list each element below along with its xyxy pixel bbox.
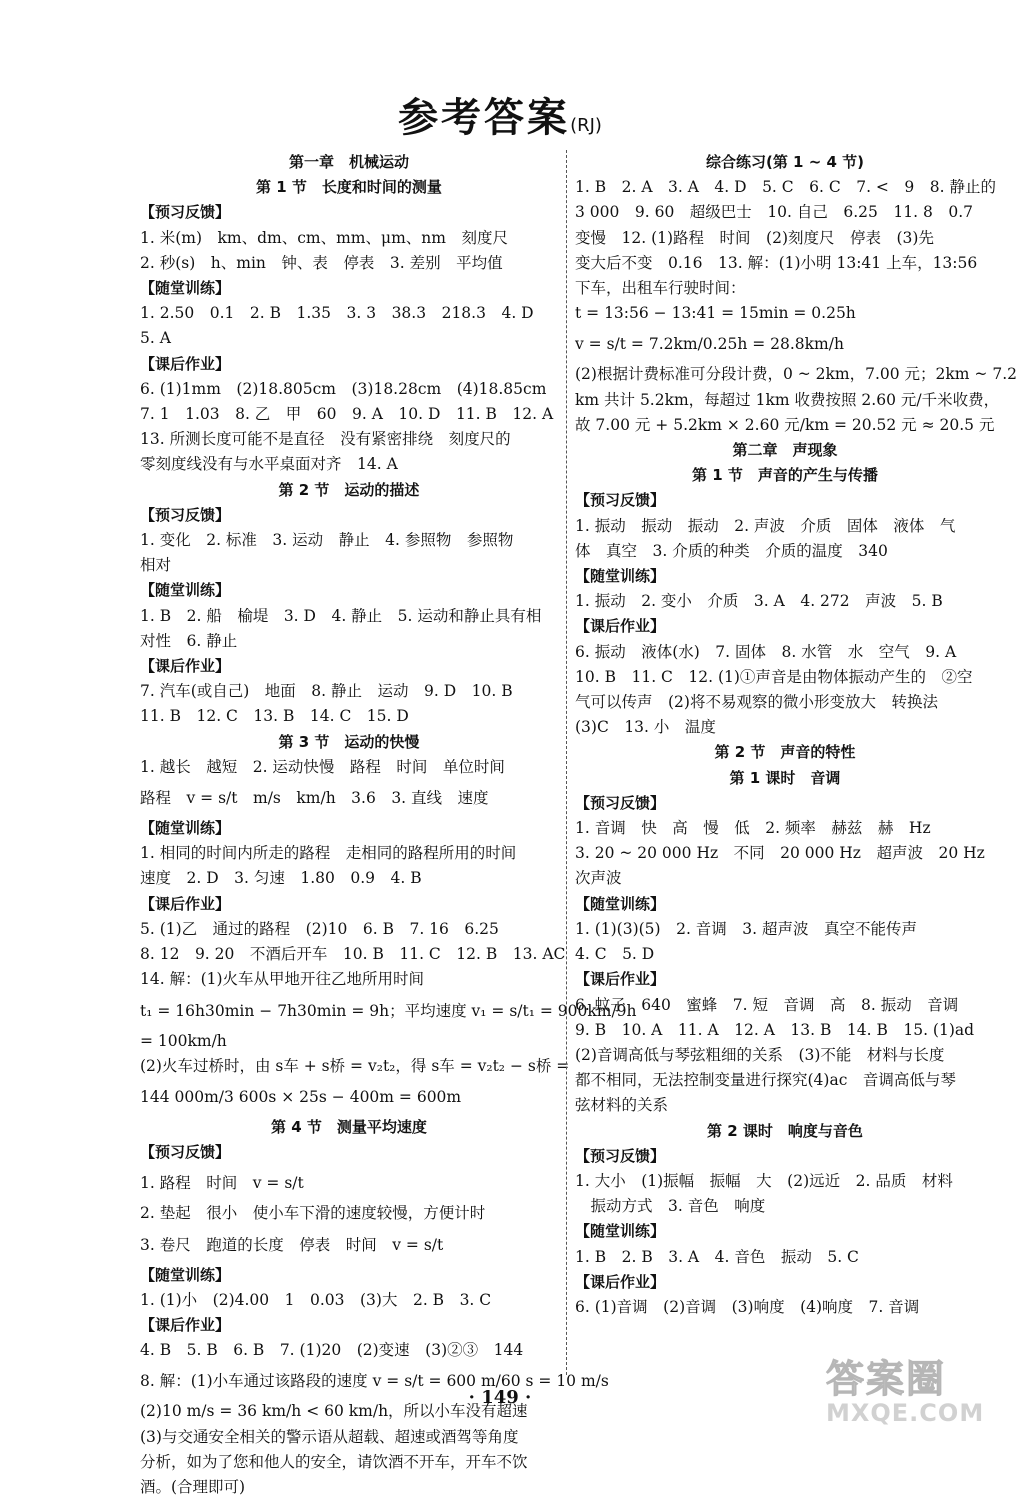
answer-line: 9. B 10. A 11. A 12. A 13. B 14. B 15. (1)ad	[575, 1020, 975, 1039]
section-label: 【随堂训练】	[575, 567, 666, 586]
section-label: 【课后作业】	[140, 657, 231, 676]
answer-line: 零刻度线没有与水平桌面对齐 14. A	[140, 455, 398, 474]
section-label: 【课后作业】	[575, 617, 666, 636]
section-heading: 第 4 节 测量平均速度	[271, 1117, 427, 1136]
section-label: 【课后作业】	[140, 1315, 231, 1334]
answer-line: 8. 12 9. 20 不酒后开车 10. B 11. C 12. B 13. AC	[140, 945, 566, 964]
answer-line: 10. B 11. C 12. (1)①声音是由物体振动产生的 ②空	[575, 667, 973, 686]
answer-line: 4. B 5. B 6. B 7. (1)20 (2)变速 (3)②③ 144	[140, 1341, 524, 1360]
answer-line: 6. 振动 液体(水) 7. 固体 8. 水管 水 空气 9. A	[575, 642, 957, 661]
section-heading: 综合练习(第 1 ~ 4 节)	[705, 153, 865, 171]
answer-line: 下车，出租车行驶时间：	[575, 279, 746, 298]
section-label: 【随堂训练】	[140, 1265, 231, 1284]
answer-line: 1. 振动 2. 变小 介质 3. A 4. 272 声波 5. B	[575, 592, 943, 611]
answer-line: (3)C 13. 小 温度	[575, 718, 716, 737]
answer-line: 1. (1)小 (2)4.00 1 0.03 (3)大 2. B 3. C	[140, 1290, 492, 1309]
watermark-logo	[826, 1348, 985, 1438]
answer-line: 体 真空 3. 介质的种类 介质的温度 340	[575, 541, 888, 560]
section-label: 【随堂训练】	[140, 819, 231, 838]
answer-line: 7. 1 1.03 8. 乙 甲 60 9. A 10. D 11. B 12. A	[140, 405, 554, 424]
watermark-text-cn: 答案圈	[826, 1357, 947, 1401]
section-heading: 第二章 声现象	[732, 441, 838, 460]
answer-line: 11. B 12. C 13. B 14. C 15. D	[140, 707, 409, 726]
section-heading: 第 1 课时 音调	[729, 768, 841, 787]
formula-line: 路程 v = s/t m/s km/h 3.6 3. 直线 速度	[140, 789, 489, 808]
answer-line: 3. 20 ~ 20 000 Hz 不同 20 000 Hz 超声波 20 Hz	[575, 844, 985, 863]
section-heading: 第 2 课时 响度与音色	[707, 1121, 863, 1140]
answer-line: 2. 垫起 很小 使小车下滑的速度较慢，方便计时	[140, 1204, 486, 1223]
page-title-text: 参考答案	[398, 95, 571, 141]
answer-line: (2)音调高低与琴弦粗细的关系 (3)不能 材料与长度	[575, 1045, 945, 1064]
answer-line: 1. 音调 快 高 慢 低 2. 频率 赫兹 赫 Hz	[575, 819, 931, 838]
section-label: 【课后作业】	[140, 894, 231, 913]
answer-line: 速度 2. D 3. 匀速 1.80 0.9 4. B	[140, 869, 422, 888]
section-heading: 第 1 节 长度和时间的测量	[256, 178, 442, 197]
answer-line: 1. 相同的时间内所走的路程 走相同的路程所用的时间	[140, 844, 517, 863]
formula-line: 144 000m/3 600s × 25s − 400m = 600m	[140, 1087, 462, 1106]
right-answer-column	[575, 150, 1017, 1320]
answer-line: 7. 汽车(或自己) 地面 8. 静止 运动 9. D 10. B	[140, 682, 513, 701]
answer-line: 1. B 2. B 3. A 4. 音色 振动 5. C	[575, 1247, 859, 1266]
answer-line: 酒。(合理即可)	[140, 1477, 246, 1496]
section-label: 【随堂训练】	[575, 894, 666, 913]
answer-line: = 100km/h	[140, 1031, 227, 1050]
answer-line: 2. 秒(s) h、min 钟、表 停表 3. 差别 平均值	[140, 253, 503, 272]
answer-line: km 共计 5.2km，每超过 1km 收费按照 2.60 元/千米收费，	[575, 390, 1000, 409]
answer-line: 5. A	[140, 329, 171, 348]
answer-line: 6. (1)音调 (2)音调 (3)响度 (4)响度 7. 音调	[575, 1297, 920, 1316]
formula-line: 1. 路程 时间 v = s/t	[140, 1174, 304, 1193]
section-heading: 第 3 节 运动的快慢	[278, 732, 420, 751]
section-heading: 第 2 节 运动的描述	[278, 480, 420, 499]
section-label: 【课后作业】	[575, 970, 666, 989]
answer-line: 分析，如为了您和他人的安全，请饮酒不开车，开车不饮	[140, 1452, 528, 1471]
section-label: 【预习反馈】	[575, 491, 666, 510]
answer-line: 弦材料的关系	[575, 1096, 669, 1115]
answer-line: 1. B 2. 船 榆堤 3. D 4. 静止 5. 运动和静止具有相	[140, 606, 542, 625]
answer-line: 相对	[140, 556, 172, 575]
answer-line: t = 13:56 − 13:41 = 15min = 0.25h	[575, 304, 856, 323]
section-label: 【课后作业】	[575, 1272, 666, 1291]
section-label: 【预习反馈】	[575, 1146, 666, 1165]
formula-line: t₁ = 16h30min − 7h30min = 9h；平均速度 v₁ = s/t₁ = 900km/9h	[140, 1001, 637, 1020]
section-heading: 第 1 节 声音的产生与传播	[692, 466, 878, 485]
page-title-suffix: (RJ)	[570, 115, 602, 136]
answer-line: 1. 振动 振动 振动 2. 声波 介质 固体 液体 气	[575, 516, 956, 535]
section-label: 【预习反馈】	[140, 1143, 231, 1162]
answer-line: 振动方式 3. 音色 响度	[575, 1197, 766, 1216]
answer-line: 次声波	[575, 869, 622, 888]
section-heading: 第一章 机械运动	[288, 153, 409, 171]
answer-line: 1. 2.50 0.1 2. B 1.35 3. 3 38.3 218.3 4. D	[140, 304, 534, 323]
column-divider	[566, 150, 567, 1375]
answer-line: 6. (1)1mm (2)18.805cm (3)18.28cm (4)18.85cm	[140, 379, 547, 398]
answer-line: 1. 变化 2. 标准 3. 运动 静止 4. 参照物 参照物	[140, 531, 514, 550]
answer-line: (3)与交通安全相关的警示语从超载、超速或酒驾等角度	[140, 1427, 519, 1446]
answer-line: 1. B 2. A 3. A 4. D 5. C 6. C 7. < 9 8. 静止的	[575, 178, 996, 197]
answer-line: 14. 解：(1)火车从甲地开往乙地所用时间	[140, 970, 425, 989]
answer-line: 1. 大小 (1)振幅 振幅 大 (2)远近 2. 品质 材料	[575, 1171, 953, 1190]
answer-line: 6. 蚊子 640 蜜蜂 7. 短 音调 高 8. 振动 音调	[575, 995, 959, 1014]
answer-line: (2)火车过桥时，由 s车 + s桥 = v₂t₂，得 s车 = v₂t₂ − s桥 =	[140, 1056, 570, 1075]
section-label: 【随堂训练】	[140, 279, 231, 298]
watermark-text-en: MXQE.COM	[826, 1399, 985, 1427]
answer-line: (2)10 m/s = 36 km/h < 60 km/h，所以小车没有超速	[140, 1402, 528, 1421]
answer-line: 变大后不变 0.16 13. 解：(1)小明 13:41 上车，13:56	[575, 253, 978, 272]
answer-line: (2)根据计费标准可分段计费，0 ~ 2km，7.00 元；2km ~ 7.2	[575, 365, 1017, 384]
formula-line: v = s/t = 7.2km/0.25h = 28.8km/h	[575, 335, 844, 354]
answer-line: 故 7.00 元 + 5.2km × 2.60 元/km = 20.52 元 ≈ 20.5 元	[575, 415, 995, 434]
section-label: 【随堂训练】	[575, 1222, 666, 1241]
answer-line: 1. (1)(3)(5) 2. 音调 3. 超声波 真空不能传声	[575, 919, 918, 938]
section-label: 【预习反馈】	[140, 505, 231, 524]
section-label: 【预习反馈】	[140, 203, 231, 222]
answer-line: 13. 所测长度可能不是直径 没有紧密排绕 刻度尺的	[140, 430, 511, 449]
answer-line: 4. C 5. D	[575, 945, 655, 964]
answer-line: 3 000 9. 60 超级巴士 10. 自己 6.25 11. 8 0.7	[575, 203, 973, 222]
answer-line: 变慢 12. (1)路程 时间 (2)刻度尺 停表 (3)先	[575, 228, 934, 247]
section-label: 【预习反馈】	[575, 793, 666, 812]
answer-line: 5. (1)乙 通过的路程 (2)10 6. B 7. 16 6.25	[140, 919, 499, 938]
page-title	[0, 86, 1000, 143]
answer-line: 气可以传声 (2)将不易观察的微小形变放大 转换法	[575, 693, 938, 712]
answer-line: 1. 越长 越短 2. 运动快慢 路程 时间 单位时间	[140, 757, 505, 776]
answer-line: 对性 6. 静止	[140, 631, 238, 650]
answer-line: 1. 米(m) km、dm、cm、mm、μm、nm 刻度尺	[140, 228, 508, 247]
formula-line: 8. 解：(1)小车通过该路段的速度 v = s/t = 600 m/60 s = 10 m/s	[140, 1372, 609, 1391]
section-label: 【课后作业】	[140, 354, 231, 373]
page-number: · 149 ·	[468, 1387, 532, 1408]
formula-line: 3. 卷尺 跑道的长度 停表 时间 v = s/t	[140, 1235, 444, 1254]
section-label: 【随堂训练】	[140, 581, 231, 600]
section-heading: 第 2 节 声音的特性	[714, 743, 856, 762]
answer-line: 都不相同，无法控制变量进行探究(4)ac 音调高低与琴	[575, 1071, 956, 1090]
